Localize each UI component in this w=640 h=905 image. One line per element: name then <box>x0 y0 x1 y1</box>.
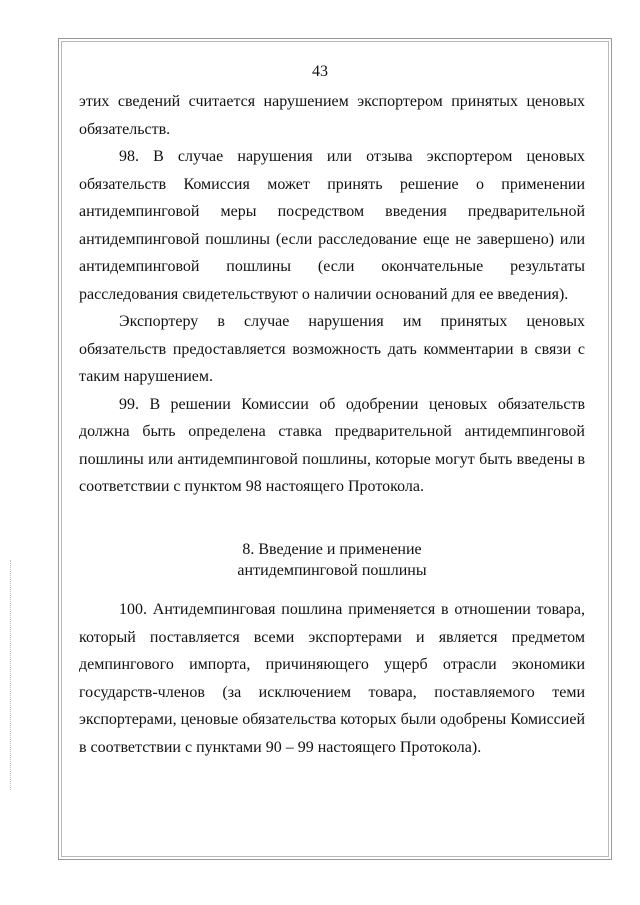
page-number: 43 <box>312 63 328 80</box>
scan-edge-mark <box>10 560 12 790</box>
paragraph-98: 98. В случае нарушения или отзыва экспортером ценовых обязательств Комиссия может принять решение о применении антидемпинговой меры посредством введения предварительной антидемпинговой пошлины (если расследование еще не завершено) или антидемпинговой пошлины (если окончательные результаты расследования свидетельствуют о наличии оснований для ее введения). <box>79 148 585 303</box>
paragraph-100: 100. Антидемпинговая пошлина применяется в отношении товара, который поставляется всеми экспортерами и является предметом демпингового импорта, причиняющего ущерб отрасли экономики государств-членов (за исключением товара, поставляемого теми экспортерами, ценовые обязательства которых были одобрены Комиссией в соответствии с пунктами 90 – 99 настоящего Протокола). <box>79 601 585 756</box>
section-heading-line1: 8. Введение и применение <box>242 541 422 558</box>
paragraph-exporter-comments: Экспортеру в случае нарушения им принятых ценовых обязательств предоставляется возможность дать комментарии в связи с таким нарушением. <box>79 313 585 385</box>
body-text-bottom <box>79 596 585 761</box>
body-text-top <box>79 88 585 501</box>
paragraph-99: 99. В решении Комиссии об одобрении ценовых обязательств должна быть определена ставка предварительной антидемпинговой пошлины или антидемпинговой пошлины, которые могут быть введены в соответствии с пунктом 98 настоящего Протокола. <box>79 395 585 495</box>
paragraph-continuation: этих сведений считается нарушением экспортером принятых ценовых обязательств. <box>79 93 585 138</box>
section-heading <box>79 539 585 581</box>
section-heading-line2: антидемпинговой пошлины <box>237 562 427 579</box>
